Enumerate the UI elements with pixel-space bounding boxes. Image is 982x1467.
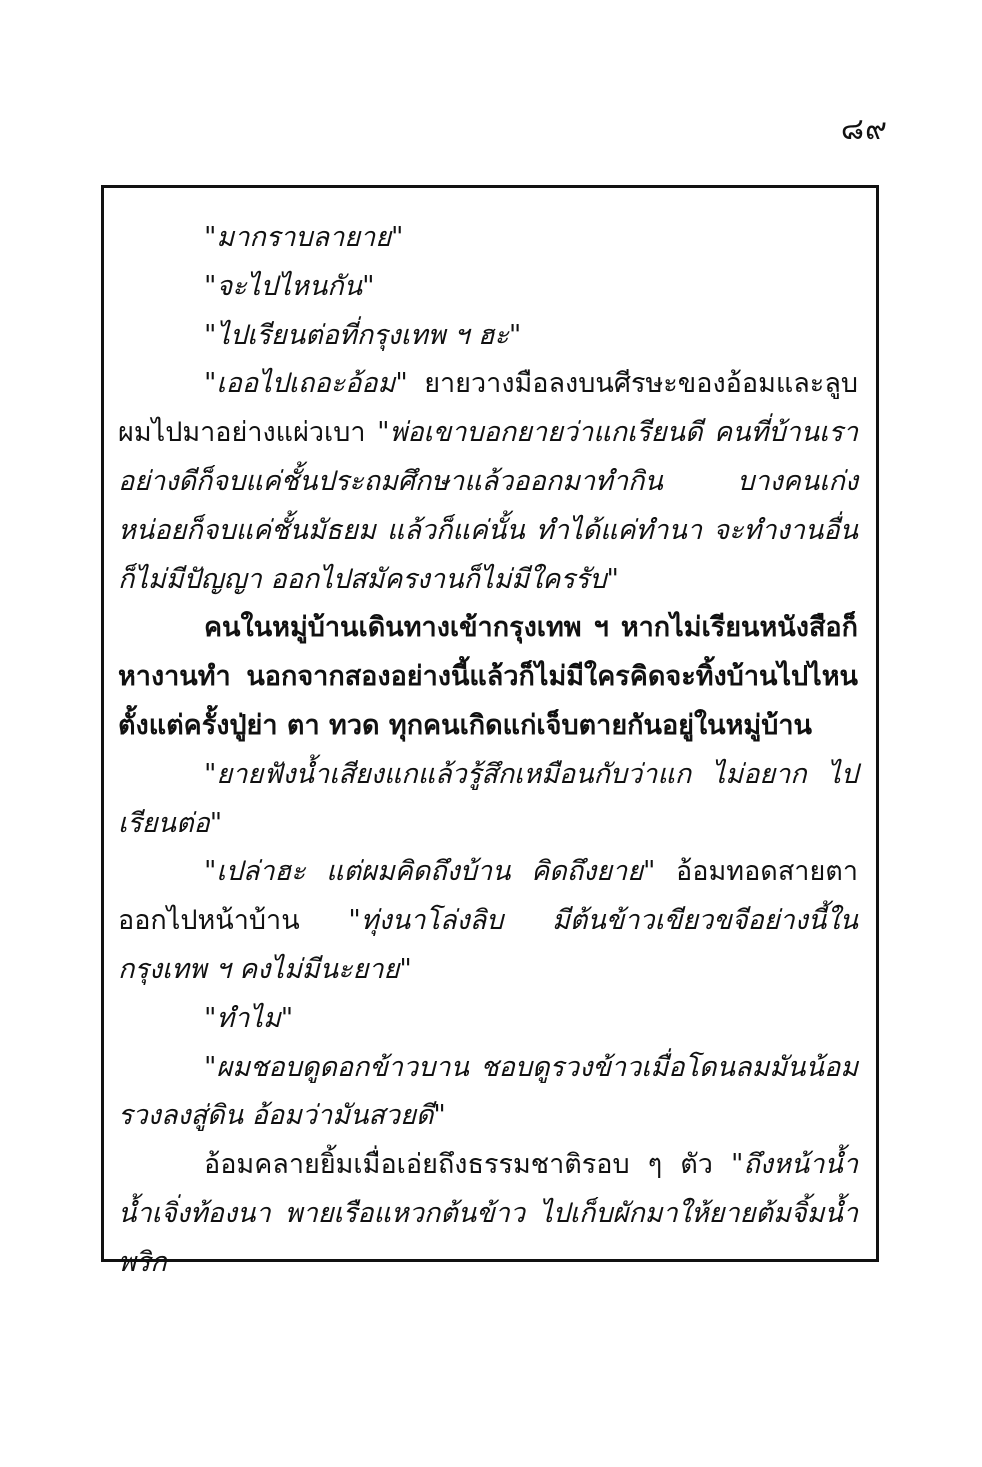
quote: "ทุ่งนาโล่งลิบ มีต้นข้าวเขียวขจีอย่างนี้ในกรุงเทพ ฯ คงไม่มีนะยาย" [118,905,858,985]
quote: "เออไปเถอะอ้อม" [204,368,408,400]
text-frame [101,185,879,1278]
dialogue-line: "ผมชอบดูดอกข้าวบาน ชอบดูรวงข้าวเมื่อโดนลมมันน้อมรวงลงสู่ดิน อ้อมว่ามันสวยดี" [118,1051,858,1132]
page-number: ๘๙ [840,112,888,147]
paragraph [118,848,858,994]
dialogue-line: "มากราบลายาย" [204,222,404,253]
dialogue-line: "ทำไม" [204,1002,294,1034]
narration: อ้อมทอดสายตาออกไปหน้าบ้าน [118,856,858,937]
quote: "ถึงหน้าน้ำน้ำเจิ่งท้องนา พายเรือแหวกต้นข้าว ไปเก็บผักมาให้ยายต้มจิ้มน้ำพริก [118,1149,858,1278]
quote: "เปล่าฮะ แต่ผมคิดถึงบ้าน คิดถึงยาย" [204,856,656,888]
paragraph: คนในหมู่บ้านเดินทางเข้ากรุงเทพ ฯ หากไม่เรียนหนังสือก็หางานทำ นอกจากสองอย่างนี้แล้วก็ไม่มีใครคิดจะทิ้งบ้านไปไหน ตั้งแต่ครั้งปู่ย่า ตา ทวด ทุกคนเกิดแก่เจ็บตายกันอยู่ในหมู่บ้าน [118,612,858,741]
dialogue-line: "จะไปไหนกัน" [204,270,375,302]
narration: อ้อมคลายยิ้มเมื่อเอ่ยถึงธรรมชาติรอบ ๆ ตัว [204,1149,732,1181]
quote: "พ่อเขาบอกยายว่าแกเรียนดี คนที่บ้านเราอย่างดีก็จบแค่ชั้นประถมศึกษาแล้วออกมาทำกิน บางคนเก่งหน่อยก็จบแค่ชั้นมัธยม แล้วก็แค่นั้น ทำได้แค่ทำนา จะทำงานอื่นก็ไม่มีปัญญา ออกไปสมัครงานก็ไม่มีใครรับ" [118,417,858,595]
dialogue-line: "ไปเรียนต่อที่กรุงเทพ ฯ ฮะ" [204,319,522,351]
dialogue-line: "ยายฟังน้ำเสียงแกแล้วรู้สึกเหมือนกับว่าแก ไม่อยาก ไปเรียนต่อ" [118,758,858,839]
narration: ยายวางมือลงบนศีรษะของอ้อมและลูบผมไปมาอย่างแผ่วเบา [118,368,858,449]
paragraph [118,1141,858,1287]
paragraph [118,360,858,604]
